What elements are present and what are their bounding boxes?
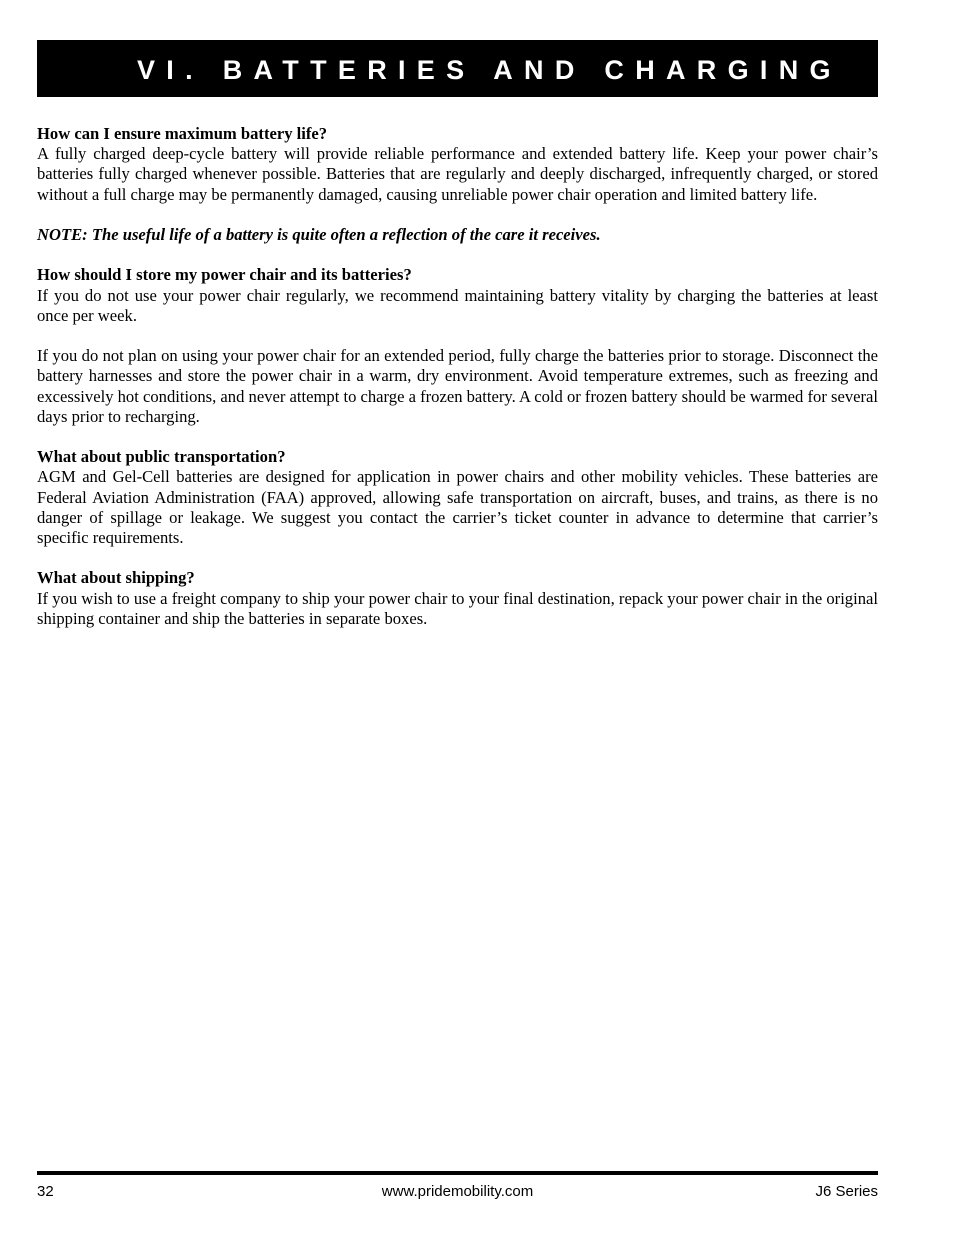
answer-paragraph: If you do not plan on using your power chair for an extended period, fully charge the batteries prior to storage. Disconnect the battery harnesses and store the power chair in a warm, dry environment. Avoid temperature extremes, such as freezing and excessively hot conditions, and never attempt to charge a frozen battery. A cold or frozen battery should be warmed for several days prior to recharging. [37,346,878,426]
faq-public-transportation [37,447,878,548]
question-heading: How should I store my power chair and its batteries? [37,265,412,285]
answer-paragraph: A fully charged deep-cycle battery will provide reliable performance and extended battery life. Keep your power chair’s batteries fully charged whenever possible. Batteries that are regularly and deeply discharged, infrequently charged, or stored without a full charge may be permanently damaged, causing unreliable power chair operation and limited battery life. [37,144,878,204]
answer-paragraph: AGM and Gel-Cell batteries are designed for application in power chairs and other mobility vehicles. These batteries are Federal Aviation Administration (FAA) approved, allowing safe transportation on aircraft, buses, and trains, as there is no danger of spillage or leakage. We suggest you contact the carrier’s ticket counter in advance to determine that carrier’s specific requirements. [37,467,878,547]
website-link: www.pridemobility.com [381,1183,534,1200]
note-text: NOTE: The useful life of a battery is quite often a reflection of the care it receives. [37,225,601,244]
battery-care-note [37,225,878,245]
answer-paragraph: If you do not use your power chair regularly, we recommend maintaining battery vitality by charging the batteries at least once per week. [37,285,878,325]
page-content [37,124,878,649]
faq-shipping [37,568,878,629]
faq-storage [37,265,878,326]
page-number: 32 [37,1183,54,1200]
footer-divider [37,1171,878,1175]
answer-paragraph: If you wish to use a freight company to ship your power chair to your final destination, repack your power chair in the original shipping container and ship the batteries in separate boxes. [37,588,878,628]
question-heading: What about public transportation? [37,447,286,467]
faq-battery-life [37,124,878,205]
product-series: J6 Series [815,1183,878,1200]
question-heading: How can I ensure maximum battery life? [37,124,328,143]
page-footer [37,1182,878,1202]
section-title: VI. BATTERIES AND CHARGING [137,55,842,85]
section-title-bar [37,40,878,97]
question-heading: What about shipping? [37,568,195,588]
faq-storage-extended [37,346,878,427]
